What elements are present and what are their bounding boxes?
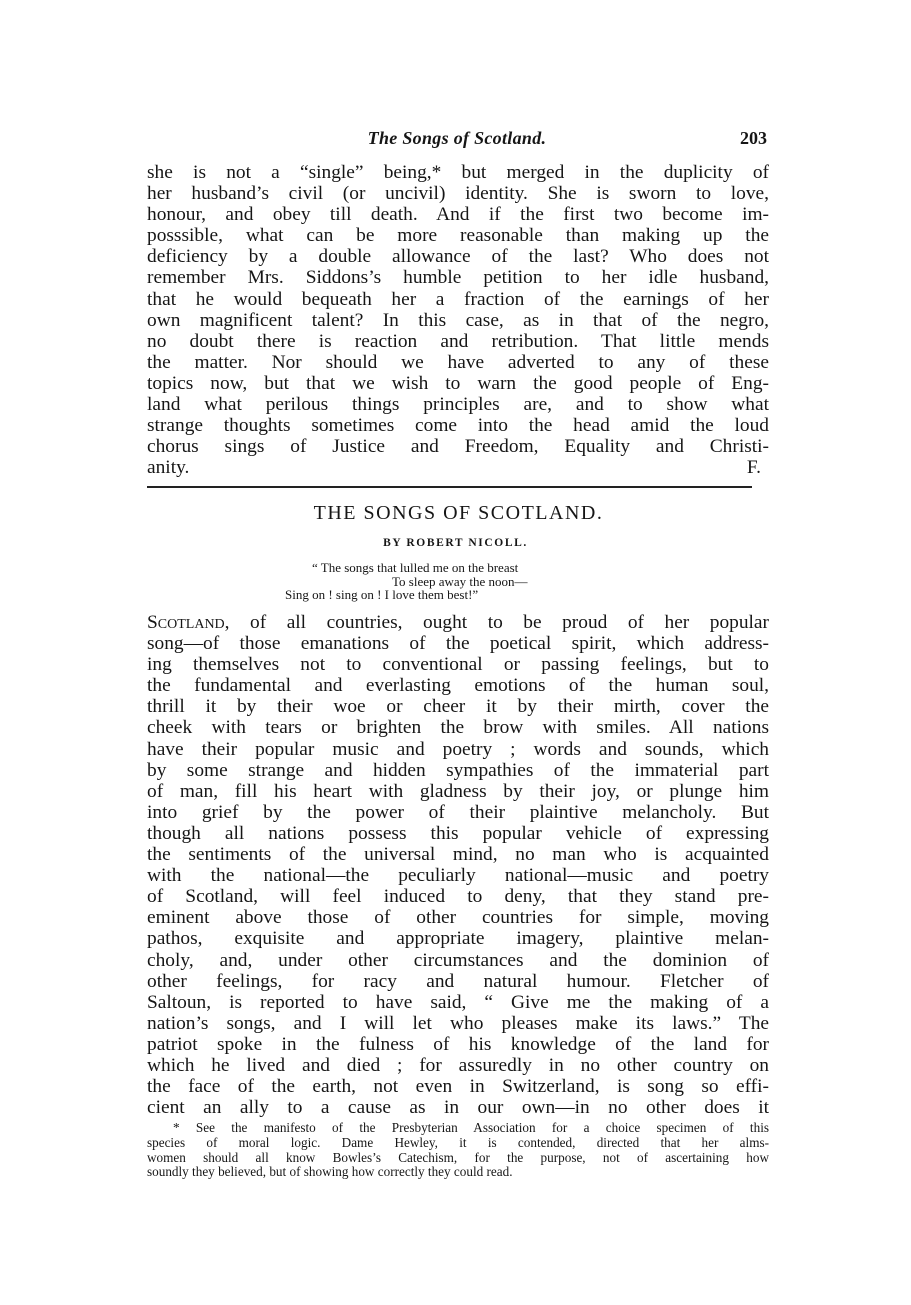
text-line: land what perilous things principles are, and to show what <box>147 394 769 416</box>
footnote-line: soundly they believed, but of showing how correctly they could read. <box>147 1164 513 1180</box>
text-line: have their popular music and poetry ; words and sounds, which <box>147 738 769 760</box>
author-signature: F. <box>746 457 761 479</box>
text-line: remember Mrs. Siddons’s humble petition to her idle husband, <box>147 267 769 289</box>
footnote-line: women should all know Bowles’s Catechism, for the purpose, not of ascertaining how <box>147 1149 769 1165</box>
footnote-line: * See the manifesto of the Presbyterian Association for a choice specimen of this <box>173 1120 769 1135</box>
running-head <box>147 128 767 154</box>
text-line-last <box>147 457 769 478</box>
epigraph-line: To sleep away the noon— <box>392 573 528 589</box>
section-divider <box>147 486 752 488</box>
text-line: cient an ally to a cause as in our own—in no other does it <box>147 1097 769 1119</box>
lead-word: Scotland <box>147 612 225 633</box>
epigraph-line: “ The songs that lulled me on the breast <box>312 560 519 575</box>
epigraph-line: Sing on ! sing on ! I love them best!” <box>285 587 479 602</box>
continued-paragraph <box>147 162 769 478</box>
text-line: other feelings, for racy and natural humour. Fletcher of <box>147 970 769 992</box>
text-line: ing themselves not to conventional or passing feelings, but to <box>147 654 769 676</box>
footnote <box>147 1121 769 1180</box>
text-line: pathos, exquisite and appropriate imagery, plaintive melan- <box>147 928 769 950</box>
text-line: Saltoun, is reported to have said, “ Give me the making of a <box>147 991 769 1013</box>
text-line: choly, and, under other circumstances and the dominion of <box>147 949 769 971</box>
text-line: into grief by the power of their plaintive melancholy. But <box>147 801 769 823</box>
text-line: own magnificent talent? In this case, as in that of the negro, <box>147 309 769 331</box>
article-title <box>0 502 911 525</box>
text-line: strange thoughts sometimes come into the head amid the loud <box>147 415 769 437</box>
text-line: the face of the earth, not even in Switzerland, is song so effi- <box>147 1076 769 1098</box>
text-line: by some strange and hidden sympathies of the immaterial part <box>147 759 769 781</box>
byline: BY ROBERT NICOLL. <box>383 537 528 549</box>
text-line: deficiency by a double allowance of the last? Who does not <box>147 246 769 268</box>
text-line: eminent above those of other countries for simple, moving <box>147 907 769 929</box>
text-line: topics now, but that we wish to warn the good people of Eng- <box>147 372 769 394</box>
text-line: the matter. Nor should we have adverted to any of these <box>147 351 769 373</box>
text-line-first <box>147 612 769 633</box>
page-number: 203 <box>740 128 767 148</box>
text-line: posssible, what can be more reasonable than making up the <box>147 225 769 247</box>
first-line-rest: , of all countries, ought to be proud of her popular <box>224 612 769 633</box>
text-line: cheek with tears or brighten the brow with smiles. All nations <box>147 717 769 739</box>
article-body <box>147 612 769 1118</box>
text-line: her husband’s civil (or uncivil) identity. She is sworn to love, <box>147 183 769 205</box>
text-line: patriot spoke in the fulness of his knowledge of the land for <box>147 1033 769 1055</box>
text-line: honour, and obey till death. And if the first two become im- <box>147 204 769 226</box>
text-line: thrill it by their woe or cheer it by their mirth, cover the <box>147 696 769 718</box>
running-head-title: The Songs of Scotland. <box>367 128 547 148</box>
text-line: that he would bequeath her a fraction of the earnings of her <box>147 288 769 310</box>
text-line: though all nations possess this popular vehicle of expressing <box>147 822 769 844</box>
epigraph <box>285 561 625 602</box>
text-line: with the national—the peculiarly national—music and poetry <box>147 865 769 887</box>
text-line: song—of those emanations of the poetical spirit, which address- <box>147 633 769 655</box>
footnote-line: species of moral logic. Dame Hewley, it is contended, directed that her alms- <box>147 1134 769 1150</box>
text-line: no doubt there is reaction and retribution. That little mends <box>147 330 769 352</box>
text-line: the sentiments of the universal mind, no man who is acquainted <box>147 844 769 866</box>
text-line: chorus sings of Justice and Freedom, Equality and Christi- <box>147 436 769 458</box>
text-line: of man, fill his heart with gladness by their joy, or plunge him <box>147 780 769 802</box>
text-line: the fundamental and everlasting emotions of the human soul, <box>147 675 769 697</box>
text-line: nation’s songs, and I will let who pleases make its laws.” The <box>147 1012 769 1034</box>
last-line-text: anity. <box>147 457 190 479</box>
text-line: she is not a “single” being,* but merged in the duplicity of <box>147 162 769 183</box>
text-line: of Scotland, will feel induced to deny, that they stand pre- <box>147 886 769 908</box>
text-line: which he lived and died ; for assuredly in no other country on <box>147 1054 769 1076</box>
article-title-text: THE SONGS OF SCOTLAND. <box>313 502 604 524</box>
